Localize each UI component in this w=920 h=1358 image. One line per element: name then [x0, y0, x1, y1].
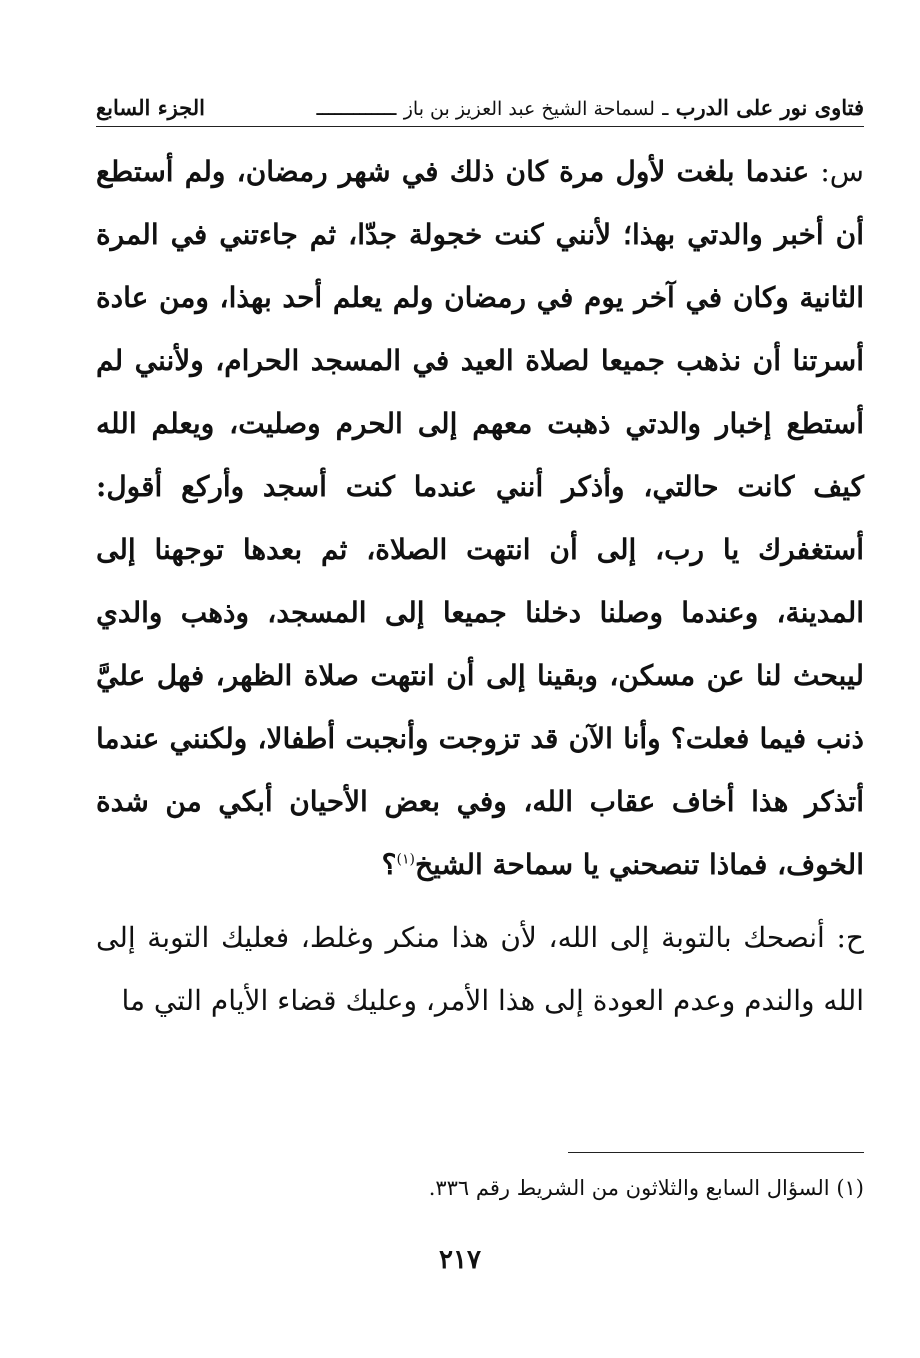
header-dash: ـــــــــــــ [316, 96, 397, 120]
header-separator: ـ [662, 96, 669, 120]
footnote-divider [568, 1152, 864, 1153]
answer-paragraph [96, 906, 864, 1032]
page-number: ٢١٧ [439, 1245, 481, 1275]
page-body [96, 140, 864, 1032]
answer-label: ح: [836, 921, 864, 954]
volume-label: الجزء السابع [96, 95, 205, 120]
footnote-reference: (١) [396, 851, 415, 868]
book-title: فتاوى نور على الدرب [675, 95, 864, 120]
running-header [96, 84, 864, 127]
footnote: (١) السؤال السابع والثلاثون من الشريط رقم ٣٣٦. [428, 1176, 864, 1200]
answer-text: أنصحك بالتوبة إلى الله، لأن هذا منكر وغلط، فعليك التوبة إلى الله والندم وعدم العودة إلى هذا الأمر، وعليك قضاء الأيام التي ما [96, 921, 864, 1017]
question-label: س: [820, 155, 864, 188]
question-end: ؟ [381, 848, 397, 881]
question-text: عندما بلغت لأول مرة كان ذلك في شهر رمضان، ولم أستطع أن أخبر والدتي بهذا؛ لأنني كنت خجولة جدّا، ثم جاءتني في المرة الثانية وكان في آخر يوم في رمضان ولم يعلم أحد بهذا، ومن عادة أسرتنا أن نذهب جميعا لصلاة العيد في المسجد الحرام، ولأنني لم أستطع إخبار والدتي ذهبت معهم إلى الحرم وصليت، ويعلم الله كيف كانت حالتي، وأذكر أنني عندما كنت أسجد وأركع أقول: أستغفرك يا رب، إلى أن انتهت الصلاة، ثم بعدها توجهنا إلى المدينة، وعندما وصلنا دخلنا جميعا إلى المسجد، وذهب والدي ليبحث لنا عن مسكن، وبقينا إلى أن انتهت صلاة الظهر، فهل عليَّ ذنب فيما فعلت؟ وأنا الآن قد تزوجت وأنجبت أطفالا، ولكنني عندما أتذكر هذا أخاف عقاب الله، وفي بعض الأحيان أبكي من شدة الخوف، فماذا تنصحني يا سماحة الشيخ [96, 155, 864, 881]
question-paragraph [96, 140, 864, 896]
header-right [316, 95, 864, 120]
author-line: لسماحة الشيخ عبد العزيز بن باز [403, 98, 655, 120]
